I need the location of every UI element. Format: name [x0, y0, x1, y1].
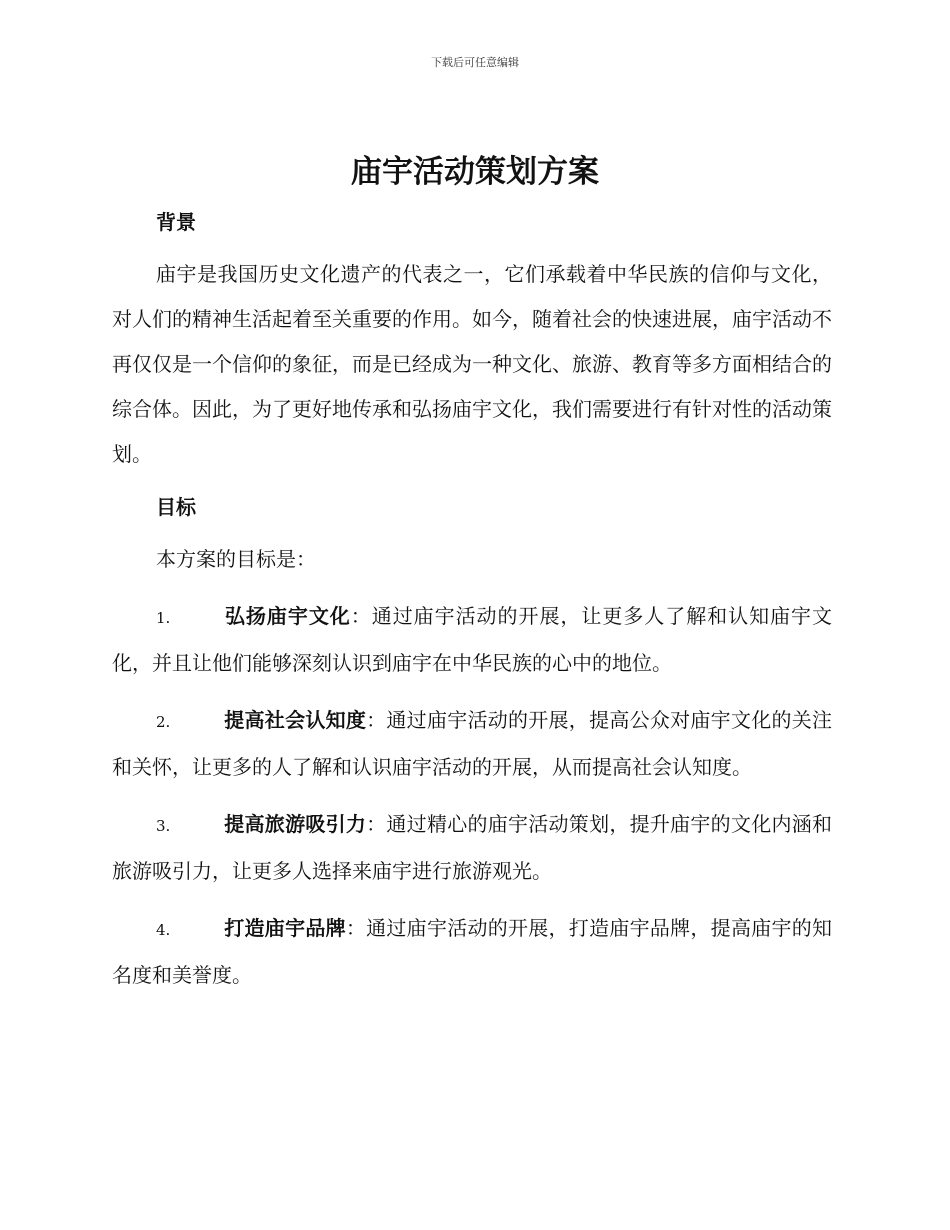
- list-item: [112, 594, 832, 686]
- list-item-description: ：通过庙宇活动的开展，打造庙宇品牌，提高庙宇的知名度和美誉度。: [112, 916, 833, 987]
- section-heading-background: 背景: [156, 210, 196, 234]
- list-item: [112, 906, 832, 998]
- list-item-term: 打造庙宇品牌: [224, 916, 346, 940]
- background-paragraph: 庙宇是我国历史文化遗产的代表之一，它们承载着中华民族的信仰与文化，对人们的精神生活起着至关重要的作用。如今，随着社会的快速进展，庙宇活动不再仅仅是一个信仰的象征，而是已经成为一种文化、旅游、教育等多方面相结合的综合体。因此，为了更好地传承和弘扬庙宇文化，我们需要进行有针对性的活动策划。: [112, 262, 832, 466]
- list-item: [112, 698, 832, 790]
- section-heading-goals: 目标: [156, 495, 196, 519]
- list-item-number: 3.: [156, 817, 171, 835]
- document-title: 庙宇活动策划方案: [351, 154, 599, 190]
- list-item-description: ：通过庙宇活动的开展，让更多人了解和认知庙宇文化，并且让他们能够深刻认识到庙宇在中华民族的心中的地位。: [112, 604, 833, 675]
- list-item-term: 提高社会认知度: [224, 708, 367, 732]
- list-item: [112, 802, 832, 894]
- list-item-number: 2.: [156, 713, 171, 731]
- list-item-term: 弘扬庙宇文化: [224, 604, 351, 628]
- list-item-description: ：通过庙宇活动的开展，提高公众对庙宇文化的关注和关怀，让更多的人了解和认识庙宇活动的开展，从而提高社会认知度。: [112, 708, 833, 779]
- goals-intro: 本方案的目标是：: [156, 547, 316, 571]
- page-header-note: 下载后可任意编辑: [431, 56, 519, 69]
- list-item-term: 提高旅游吸引力: [224, 812, 367, 836]
- list-item-number: 1.: [156, 609, 171, 627]
- list-item-description: ：通过精心的庙宇活动策划，提升庙宇的文化内涵和旅游吸引力，让更多人选择来庙宇进行旅游观光。: [112, 812, 833, 883]
- document-body: [112, 204, 832, 998]
- list-item-number: 4.: [156, 921, 171, 939]
